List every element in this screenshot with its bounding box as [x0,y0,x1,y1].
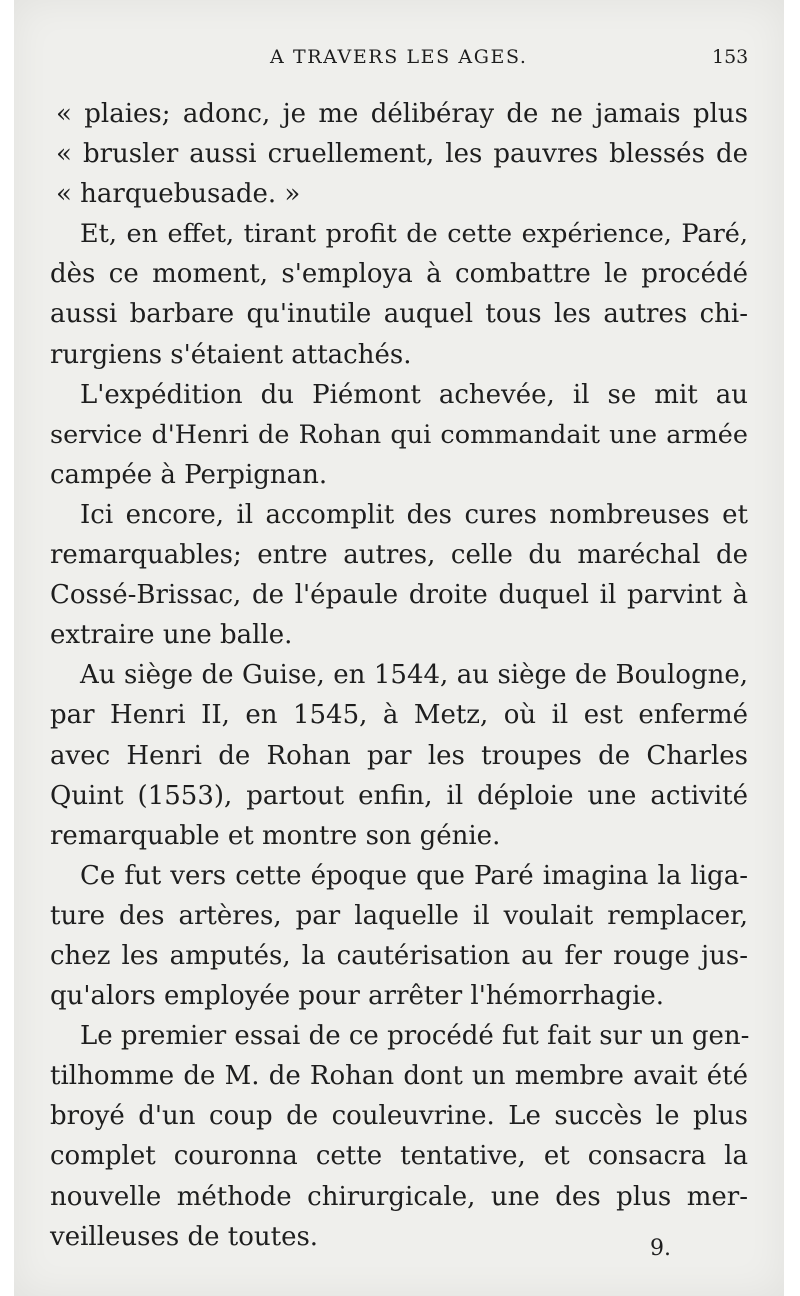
text-line: chez les amputés, la cautérisation au fer rouge jus- [50,940,748,971]
signature-mark: 9. [650,1236,671,1261]
text-line: campée à Perpignan. [50,459,328,490]
paragraph-first-line: L'expédition du Piémont achevée, il se mit au [80,379,748,410]
text-line: tilhomme de M. de Rohan dont un membre avait été [50,1061,748,1092]
text-line: remarquables; entre autres, celle du maréchal de [50,540,748,571]
paragraph-first-line: Et, en effet, tirant profit de cette expérience, Paré, [80,219,748,250]
text-line: rurgiens s'étaient attachés. [50,339,412,370]
paragraph-first-line: Le premier essai de ce procédé fut fait sur un gen- [80,1021,750,1052]
text-line: qu'alors employée pour arrêter l'hémorrhagie. [50,981,665,1012]
text-line: complet couronna cette tentative, et consacra la [50,1141,748,1172]
running-title: A TRAVERS LES AGES. [270,46,528,68]
text-line: broyé d'un coup de couleuvrine. Le succès le plus [50,1101,748,1132]
paragraph-first-line: Au siège de Guise, en 1544, au siège de Boulogne, [80,660,748,691]
text-line: « harquebusade. » [56,179,301,210]
text-line: dès ce moment, s'employa à combattre le procédé [50,259,748,290]
text-line: « plaies; adonc, je me délibéray de ne jamais plus [56,99,748,129]
text-line: service d'Henri de Rohan qui commandait une armée [50,419,748,450]
text-line: extraire une balle. [50,620,293,651]
text-line: « brusler aussi cruellement, les pauvres blessés de [56,139,748,170]
text-line: veilleuses de toutes. [50,1221,319,1252]
paragraph-first-line: Ici encore, il accomplit des cures nombreuses et [80,499,748,530]
page-header [0,44,800,76]
page-number: 153 [712,46,749,68]
text-line: nouvelle méthode chirurgicale, une des plus mer- [50,1181,748,1212]
text-line: aussi barbare qu'inutile auquel tous les autres chi- [50,299,748,330]
text-line: avec Henri de Rohan par les troupes de Charles [50,740,748,771]
text-line: Cossé-Brissac, de l'épaule droite duquel il parvint à [50,580,748,611]
text-line: Quint (1553), partout enfin, il déploie une activité [50,780,748,811]
text-line: par Henri II, en 1545, à Metz, où il est enfermé [50,700,748,731]
paragraph-first-line: Ce fut vers cette époque que Paré imagina la liga- [80,860,748,891]
body-text [50,94,748,1257]
text-line: ture des artères, par laquelle il voulait remplacer, [50,900,748,931]
text-line: remarquable et montre son génie. [50,820,501,851]
